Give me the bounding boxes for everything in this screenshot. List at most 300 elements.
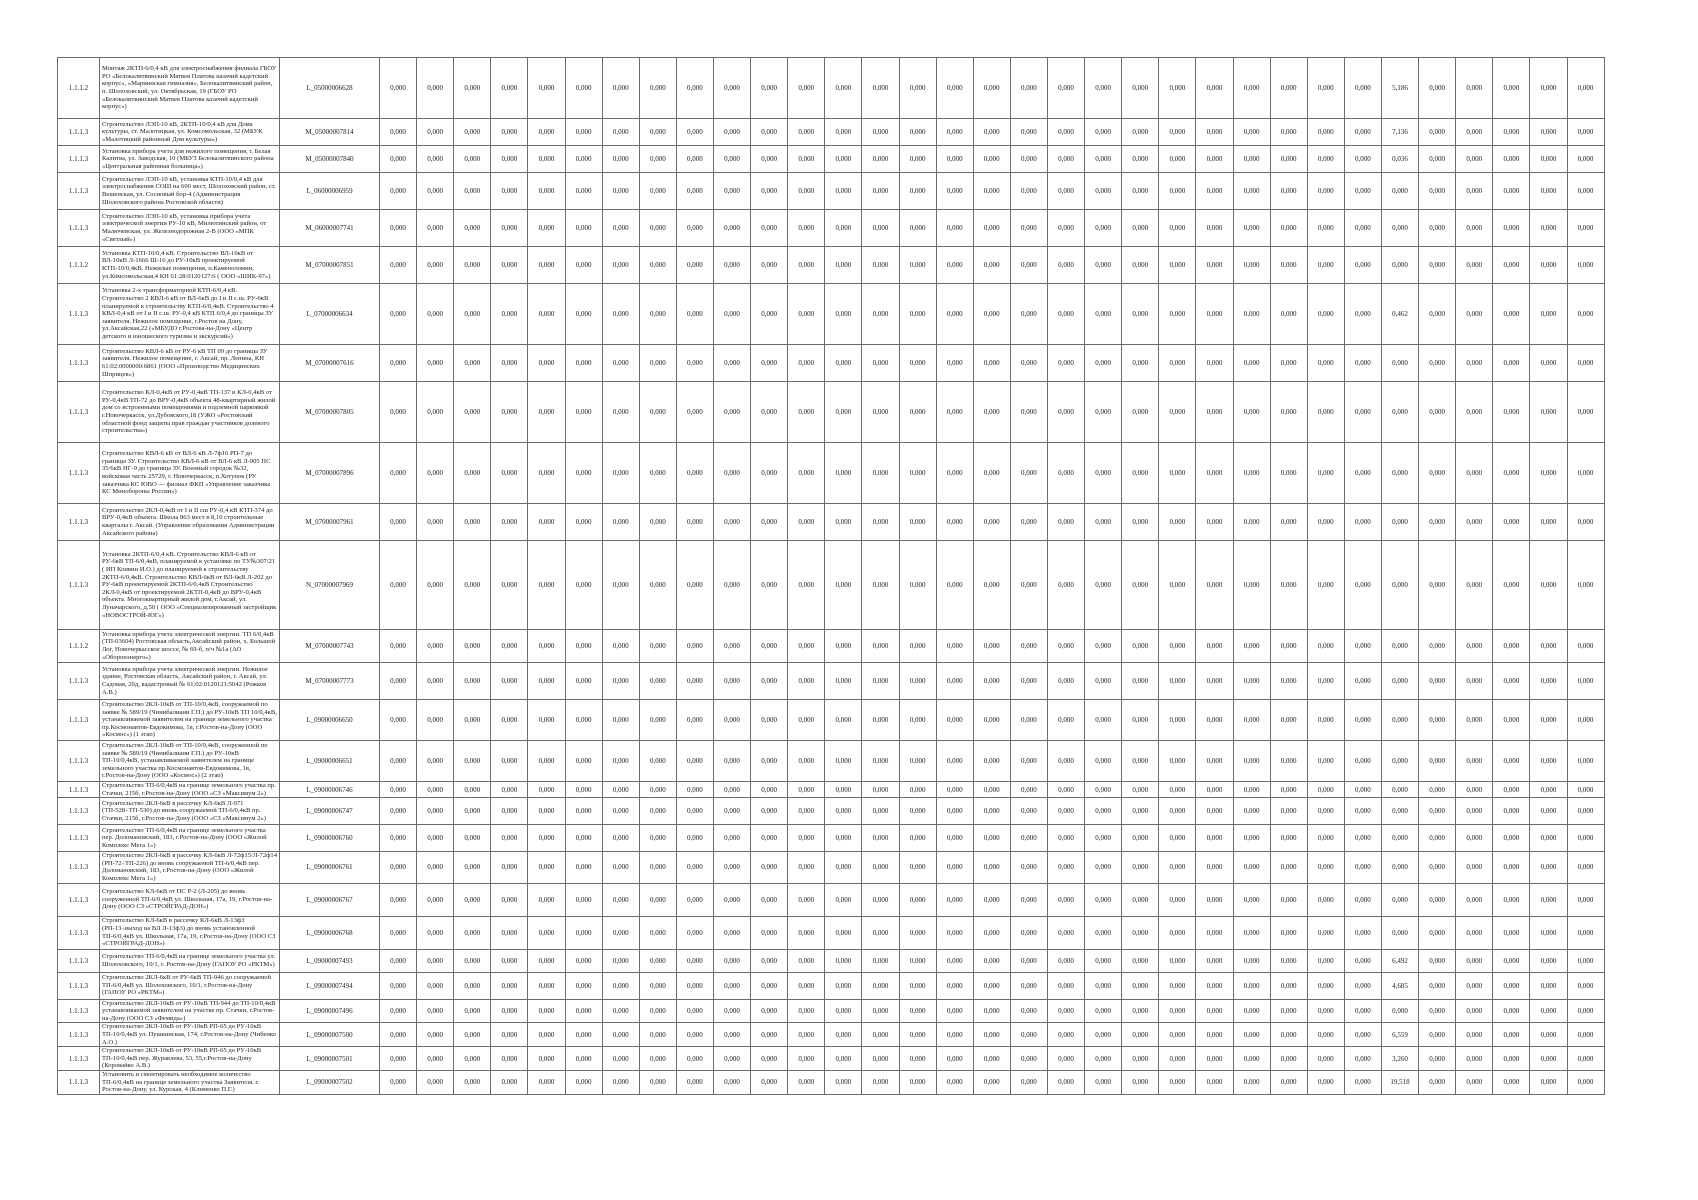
value-cell: 0,000 — [825, 382, 862, 443]
value-cell: 0,000 — [1567, 504, 1604, 541]
value-cell: 0,000 — [1567, 741, 1604, 782]
value-cell: 0,000 — [1233, 999, 1270, 1023]
value-cell: 0,000 — [899, 972, 936, 999]
value-cell: 0,000 — [1159, 345, 1196, 382]
value-cell: 0,000 — [1159, 1047, 1196, 1071]
value-cell: 0,000 — [713, 146, 750, 173]
value-cell: 0,000 — [1085, 541, 1122, 630]
value-cell: 0,000 — [1419, 700, 1456, 741]
value-cell: 0,000 — [1047, 663, 1084, 700]
value-cell: 0,000 — [380, 173, 417, 210]
value-cell: 0,000 — [565, 541, 602, 630]
value-cell: 0,000 — [1493, 825, 1530, 852]
value-cell: 0,000 — [454, 1070, 491, 1094]
value-cell: 7,136 — [1381, 119, 1418, 146]
value-cell: 0,000 — [565, 825, 602, 852]
value-cell: 0,000 — [1493, 700, 1530, 741]
row-index: 1.1.1.3 — [58, 798, 100, 825]
value-cell: 0,000 — [1122, 382, 1159, 443]
value-cell: 0,000 — [565, 443, 602, 504]
value-cell: 0,000 — [1530, 247, 1567, 284]
value-cell: 0,462 — [1381, 284, 1418, 345]
value-cell: 0,000 — [1159, 825, 1196, 852]
value-cell: 0,000 — [973, 883, 1010, 916]
value-cell: 0,000 — [713, 782, 750, 798]
value-cell: 6,492 — [1381, 949, 1418, 972]
value-cell: 0,000 — [1419, 798, 1456, 825]
value-cell: 0,000 — [862, 999, 899, 1023]
value-cell: 0,000 — [1233, 741, 1270, 782]
value-cell: 0,000 — [1047, 741, 1084, 782]
row-index: 1.1.1.3 — [58, 949, 100, 972]
value-cell: 0,000 — [1567, 1047, 1604, 1071]
value-cell: 0,000 — [676, 630, 713, 663]
value-cell: 0,000 — [1122, 1047, 1159, 1071]
value-cell: 0,000 — [899, 825, 936, 852]
value-cell: 0,000 — [565, 798, 602, 825]
value-cell: 0,000 — [751, 852, 788, 883]
value-cell: 0,000 — [1456, 146, 1493, 173]
value-cell: 0,000 — [676, 119, 713, 146]
value-cell: 0,000 — [1381, 916, 1418, 949]
value-cell: 0,000 — [1233, 146, 1270, 173]
row-index: 1.1.1.3 — [58, 782, 100, 798]
value-cell: 0,000 — [1010, 1047, 1047, 1071]
value-cell: 0,000 — [1307, 210, 1344, 247]
value-cell: 0,000 — [1567, 1070, 1604, 1094]
value-cell: 0,000 — [1270, 210, 1307, 247]
table-row — [58, 146, 1605, 173]
value-cell: 0,000 — [1456, 443, 1493, 504]
value-cell: 0,000 — [417, 247, 454, 284]
value-cell: 0,000 — [899, 999, 936, 1023]
value-cell: 0,000 — [528, 541, 565, 630]
value-cell: 0,000 — [1381, 173, 1418, 210]
value-cell: 0,000 — [862, 916, 899, 949]
row-description: Строительство КЛ-6кВ от ПС Р-2 (Л-205) до вновь сооруженной ТП-6/0,4кВ ул. Школьная, 17а, 19, г.Ростов-на-Дону (ООО СЗ «СТРОЙГРАД-ДОН») — [100, 883, 280, 916]
value-cell: 3,260 — [1381, 1047, 1418, 1071]
value-cell: 0,000 — [825, 782, 862, 798]
value-cell: 0,000 — [491, 382, 528, 443]
value-cell: 0,000 — [1344, 663, 1381, 700]
value-cell: 0,000 — [1307, 883, 1344, 916]
row-index: 1.1.1.3 — [58, 852, 100, 883]
value-cell: 0,000 — [713, 741, 750, 782]
value-cell: 0,000 — [1196, 1070, 1233, 1094]
value-cell: 0,000 — [1493, 1023, 1530, 1047]
value-cell: 0,000 — [1270, 852, 1307, 883]
row-index: 1.1.1.3 — [58, 825, 100, 852]
value-cell: 0,000 — [862, 173, 899, 210]
value-cell: 0,000 — [1456, 999, 1493, 1023]
value-cell: 0,000 — [1047, 284, 1084, 345]
value-cell: 0,000 — [899, 146, 936, 173]
value-cell: 0,000 — [825, 852, 862, 883]
value-cell: 0,000 — [1159, 504, 1196, 541]
value-cell: 0,000 — [713, 972, 750, 999]
value-cell: 0,000 — [1419, 247, 1456, 284]
value-cell: 0,000 — [825, 1070, 862, 1094]
value-cell: 0,000 — [676, 916, 713, 949]
value-cell: 0,000 — [528, 630, 565, 663]
value-cell: 0,000 — [1270, 883, 1307, 916]
value-cell: 0,000 — [639, 825, 676, 852]
value-cell: 0,000 — [1085, 741, 1122, 782]
value-cell: 0,000 — [1456, 58, 1493, 119]
value-cell: 0,000 — [528, 700, 565, 741]
value-cell: 0,000 — [973, 630, 1010, 663]
value-cell: 0,000 — [825, 700, 862, 741]
value-cell: 0,000 — [565, 999, 602, 1023]
row-index: 1.1.1.3 — [58, 443, 100, 504]
value-cell: 0,000 — [1307, 119, 1344, 146]
row-index: 1.1.1.3 — [58, 663, 100, 700]
value-cell: 0,000 — [528, 825, 565, 852]
value-cell: 0,000 — [380, 58, 417, 119]
value-cell: 0,000 — [380, 972, 417, 999]
value-cell: 0,000 — [1344, 146, 1381, 173]
value-cell: 0,000 — [1419, 663, 1456, 700]
value-cell: 4,685 — [1381, 972, 1418, 999]
value-cell: 0,000 — [1567, 663, 1604, 700]
value-cell: 0,000 — [1419, 210, 1456, 247]
value-cell: 0,000 — [1122, 999, 1159, 1023]
value-cell: 0,000 — [1456, 284, 1493, 345]
value-cell: 0,000 — [1270, 119, 1307, 146]
value-cell: 0,000 — [1270, 630, 1307, 663]
value-cell: 0,000 — [639, 1023, 676, 1047]
value-cell: 0,000 — [1307, 852, 1344, 883]
value-cell: 0,000 — [751, 247, 788, 284]
table-row — [58, 852, 1605, 883]
value-cell: 0,000 — [1419, 541, 1456, 630]
value-cell: 0,000 — [1196, 119, 1233, 146]
value-cell: 0,000 — [1567, 972, 1604, 999]
value-cell: 0,000 — [454, 883, 491, 916]
value-cell: 0,000 — [713, 949, 750, 972]
value-cell: 0,000 — [825, 663, 862, 700]
value-cell: 0,000 — [751, 382, 788, 443]
table-row — [58, 504, 1605, 541]
value-cell: 0,000 — [1344, 916, 1381, 949]
value-cell: 0,000 — [528, 504, 565, 541]
value-cell: 0,000 — [1419, 630, 1456, 663]
value-cell: 0,000 — [1344, 119, 1381, 146]
row-code: L_09000007496 — [280, 999, 380, 1023]
value-cell: 0,000 — [1307, 58, 1344, 119]
value-cell: 0,000 — [1196, 1047, 1233, 1071]
value-cell: 0,000 — [639, 852, 676, 883]
value-cell: 0,000 — [936, 798, 973, 825]
value-cell: 0,000 — [565, 119, 602, 146]
value-cell: 0,000 — [751, 883, 788, 916]
value-cell: 0,000 — [1344, 630, 1381, 663]
value-cell: 0,000 — [676, 247, 713, 284]
value-cell: 0,000 — [417, 798, 454, 825]
value-cell: 0,000 — [417, 782, 454, 798]
value-cell: 0,000 — [1085, 700, 1122, 741]
value-cell: 0,000 — [565, 284, 602, 345]
row-index: 1.1.1.3 — [58, 1023, 100, 1047]
value-cell: 0,000 — [528, 741, 565, 782]
value-cell: 0,000 — [788, 972, 825, 999]
table-row — [58, 1047, 1605, 1071]
value-cell: 0,000 — [1270, 999, 1307, 1023]
value-cell: 0,000 — [973, 916, 1010, 949]
value-cell: 0,000 — [1233, 541, 1270, 630]
value-cell: 0,000 — [1085, 210, 1122, 247]
value-cell: 0,000 — [1381, 700, 1418, 741]
value-cell: 0,000 — [936, 119, 973, 146]
value-cell: 0,000 — [454, 1047, 491, 1071]
value-cell: 0,000 — [751, 999, 788, 1023]
value-cell: 0,000 — [1419, 916, 1456, 949]
value-cell: 0,000 — [713, 883, 750, 916]
value-cell: 0,000 — [788, 345, 825, 382]
value-cell: 6,559 — [1381, 1023, 1418, 1047]
value-cell: 0,000 — [1010, 382, 1047, 443]
value-cell: 0,000 — [491, 247, 528, 284]
row-code: M_05000007840 — [280, 146, 380, 173]
value-cell: 0,000 — [454, 916, 491, 949]
value-cell: 0,000 — [565, 972, 602, 999]
value-cell: 0,000 — [1456, 382, 1493, 443]
value-cell: 0,000 — [417, 700, 454, 741]
value-cell: 0,000 — [1567, 58, 1604, 119]
value-cell: 0,000 — [1196, 999, 1233, 1023]
value-cell: 0,000 — [1381, 883, 1418, 916]
value-cell: 0,000 — [1047, 443, 1084, 504]
value-cell: 0,000 — [899, 1047, 936, 1071]
value-cell: 0,000 — [454, 173, 491, 210]
value-cell: 0,000 — [1122, 146, 1159, 173]
value-cell: 0,000 — [1270, 972, 1307, 999]
value-cell: 0,000 — [973, 741, 1010, 782]
value-cell: 0,000 — [1233, 504, 1270, 541]
value-cell: 0,000 — [1344, 1070, 1381, 1094]
row-code: L_09000006747 — [280, 798, 380, 825]
row-code: L_09000007494 — [280, 972, 380, 999]
value-cell: 0,000 — [1530, 798, 1567, 825]
value-cell: 0,000 — [713, 663, 750, 700]
row-description: Строительство КВЛ-6 кВ от РУ-6 кВ ТП 09 до границы ЗУ заявителя. Нежилое помещение, г. Аксай, пр. Ленина, КН 61:02:0000000:6861 (ООО «Производство Медицинских Шприцев») — [100, 345, 280, 382]
value-cell: 0,000 — [380, 741, 417, 782]
value-cell: 0,000 — [899, 663, 936, 700]
value-cell: 0,000 — [454, 443, 491, 504]
value-cell: 0,000 — [973, 58, 1010, 119]
value-cell: 0,000 — [1419, 825, 1456, 852]
value-cell: 0,000 — [1233, 700, 1270, 741]
value-cell: 0,000 — [825, 443, 862, 504]
value-cell: 0,000 — [380, 949, 417, 972]
value-cell: 0,000 — [1010, 504, 1047, 541]
value-cell: 0,000 — [1493, 999, 1530, 1023]
value-cell: 0,000 — [825, 247, 862, 284]
value-cell: 0,000 — [1122, 443, 1159, 504]
value-cell: 0,000 — [825, 1047, 862, 1071]
value-cell: 0,000 — [1344, 700, 1381, 741]
value-cell: 0,000 — [676, 663, 713, 700]
value-cell: 0,000 — [899, 443, 936, 504]
value-cell: 0,000 — [788, 663, 825, 700]
row-description: Строительство 2КЛ-10кВ от РУ-10кВ РП-65 до РУ-10кВ ТП-10/0,4кВ пер. Журавлева, 53, 55,г.Ростов-на-Дону (Коровайко А.В.) — [100, 1047, 280, 1071]
value-cell: 0,000 — [1344, 883, 1381, 916]
value-cell: 0,000 — [1419, 782, 1456, 798]
value-cell: 0,000 — [380, 504, 417, 541]
value-cell: 0,000 — [713, 825, 750, 852]
value-cell: 0,000 — [1307, 949, 1344, 972]
value-cell: 0,000 — [936, 173, 973, 210]
value-cell: 0,000 — [1456, 541, 1493, 630]
value-cell: 0,000 — [1196, 247, 1233, 284]
value-cell: 0,000 — [639, 1070, 676, 1094]
value-cell: 0,000 — [936, 1047, 973, 1071]
value-cell: 0,000 — [1381, 630, 1418, 663]
value-cell: 0,000 — [1344, 1047, 1381, 1071]
value-cell: 0,000 — [1307, 382, 1344, 443]
value-cell: 0,000 — [639, 700, 676, 741]
value-cell: 0,000 — [1010, 58, 1047, 119]
value-cell: 0,000 — [1159, 883, 1196, 916]
value-cell: 0,000 — [1010, 443, 1047, 504]
value-cell: 0,000 — [1196, 825, 1233, 852]
value-cell: 0,000 — [1196, 741, 1233, 782]
value-cell: 0,000 — [565, 210, 602, 247]
value-cell: 0,000 — [751, 443, 788, 504]
value-cell: 0,000 — [1047, 798, 1084, 825]
value-cell: 0,000 — [1122, 825, 1159, 852]
value-cell: 0,000 — [1493, 146, 1530, 173]
row-index: 1.1.1.3 — [58, 210, 100, 247]
value-cell: 0,000 — [1010, 119, 1047, 146]
table-row — [58, 1070, 1605, 1094]
value-cell: 0,000 — [1122, 345, 1159, 382]
row-code: M_05000007814 — [280, 119, 380, 146]
value-cell: 0,000 — [1122, 916, 1159, 949]
row-code: M_07000007961 — [280, 504, 380, 541]
value-cell: 0,000 — [1122, 852, 1159, 883]
value-cell: 0,000 — [639, 949, 676, 972]
value-cell: 0,000 — [1456, 972, 1493, 999]
value-cell: 0,000 — [1419, 119, 1456, 146]
value-cell: 0,000 — [936, 825, 973, 852]
value-cell: 0,000 — [491, 949, 528, 972]
value-cell: 0,000 — [639, 504, 676, 541]
value-cell: 0,000 — [788, 949, 825, 972]
value-cell: 0,000 — [417, 119, 454, 146]
value-cell: 0,000 — [528, 247, 565, 284]
value-cell: 0,000 — [1419, 972, 1456, 999]
value-cell: 0,000 — [1567, 852, 1604, 883]
value-cell: 0,000 — [1122, 173, 1159, 210]
value-cell: 0,000 — [454, 972, 491, 999]
row-description: Строительство 2КЛ-10кВ от РУ-10кВ ТП-944 до ТП-10/0,4кВ устанавливаемой заявителем на участке пр. Стачки, г.Ростов-на-Дону (ООО СЗ «Фемида») — [100, 999, 280, 1023]
table-row — [58, 798, 1605, 825]
value-cell: 0,000 — [602, 798, 639, 825]
value-cell: 0,000 — [602, 382, 639, 443]
value-cell: 0,000 — [1047, 883, 1084, 916]
value-cell: 0,000 — [936, 345, 973, 382]
value-cell: 0,000 — [380, 345, 417, 382]
value-cell: 0,000 — [1010, 782, 1047, 798]
value-cell: 0,000 — [1196, 916, 1233, 949]
value-cell: 0,000 — [1085, 663, 1122, 700]
value-cell: 0,000 — [788, 58, 825, 119]
value-cell: 0,000 — [1456, 1070, 1493, 1094]
row-description: Строительство ТП-6/0,4кВ на границе земельного участка пер. Доломановский, 183, г.Ростов-на-Дону (ООО «Жилой Комплекс Мега 1») — [100, 825, 280, 852]
value-cell: 0,000 — [825, 58, 862, 119]
value-cell: 0,000 — [491, 1023, 528, 1047]
value-cell: 0,000 — [1085, 782, 1122, 798]
value-cell: 0,000 — [1270, 58, 1307, 119]
value-cell: 0,000 — [1307, 782, 1344, 798]
table-row — [58, 663, 1605, 700]
value-cell: 0,000 — [1047, 1070, 1084, 1094]
value-cell: 0,000 — [639, 782, 676, 798]
value-cell: 0,000 — [1270, 1070, 1307, 1094]
data-table — [57, 57, 1605, 1095]
value-cell: 0,000 — [1567, 883, 1604, 916]
value-cell: 0,000 — [751, 284, 788, 345]
value-cell: 0,000 — [825, 916, 862, 949]
value-cell: 0,000 — [751, 663, 788, 700]
row-index: 1.1.1.3 — [58, 999, 100, 1023]
value-cell: 0,000 — [1530, 700, 1567, 741]
value-cell: 0,000 — [1493, 443, 1530, 504]
value-cell: 0,000 — [1159, 146, 1196, 173]
value-cell: 0,000 — [1085, 852, 1122, 883]
value-cell: 0,000 — [1419, 345, 1456, 382]
value-cell: 0,000 — [1456, 247, 1493, 284]
value-cell: 0,000 — [1085, 1047, 1122, 1071]
value-cell: 0,000 — [454, 798, 491, 825]
value-cell: 0,000 — [1270, 1023, 1307, 1047]
value-cell: 0,000 — [751, 173, 788, 210]
value-cell: 0,000 — [1085, 58, 1122, 119]
value-cell: 0,000 — [1122, 504, 1159, 541]
value-cell: 0,000 — [899, 58, 936, 119]
value-cell: 0,000 — [528, 999, 565, 1023]
value-cell: 0,000 — [1196, 972, 1233, 999]
value-cell: 0,000 — [936, 382, 973, 443]
value-cell: 0,000 — [1567, 1023, 1604, 1047]
value-cell: 0,000 — [380, 541, 417, 630]
value-cell: 0,000 — [1530, 630, 1567, 663]
row-description: Строительство КЛ-6кВ в рассечку КЛ-6кВ Л-13ф3 (РП-13÷выход на ВЛ Л-13ф3) до вновь установленной ТП-6/0,4кВ ул. Школьная, 17а, 19, г.Ростов-на-Дону (ООО СЗ «СТРОЙГРАД-ДОН») — [100, 916, 280, 949]
value-cell: 0,000 — [1456, 782, 1493, 798]
value-cell: 0,000 — [1010, 883, 1047, 916]
value-cell: 0,000 — [602, 541, 639, 630]
value-cell: 0,000 — [602, 210, 639, 247]
table-row — [58, 883, 1605, 916]
value-cell: 0,000 — [676, 972, 713, 999]
value-cell: 0,000 — [380, 146, 417, 173]
row-code: M_06000007741 — [280, 210, 380, 247]
value-cell: 0,000 — [602, 825, 639, 852]
value-cell: 0,000 — [1159, 58, 1196, 119]
value-cell: 0,000 — [1010, 541, 1047, 630]
value-cell: 0,000 — [1010, 345, 1047, 382]
value-cell: 0,000 — [1122, 210, 1159, 247]
value-cell: 0,000 — [602, 663, 639, 700]
value-cell: 0,000 — [936, 58, 973, 119]
value-cell: 0,000 — [1307, 1047, 1344, 1071]
value-cell: 0,000 — [1270, 916, 1307, 949]
value-cell: 0,000 — [1530, 1023, 1567, 1047]
row-code: M_07000007743 — [280, 630, 380, 663]
value-cell: 0,000 — [713, 345, 750, 382]
value-cell: 0,000 — [454, 630, 491, 663]
